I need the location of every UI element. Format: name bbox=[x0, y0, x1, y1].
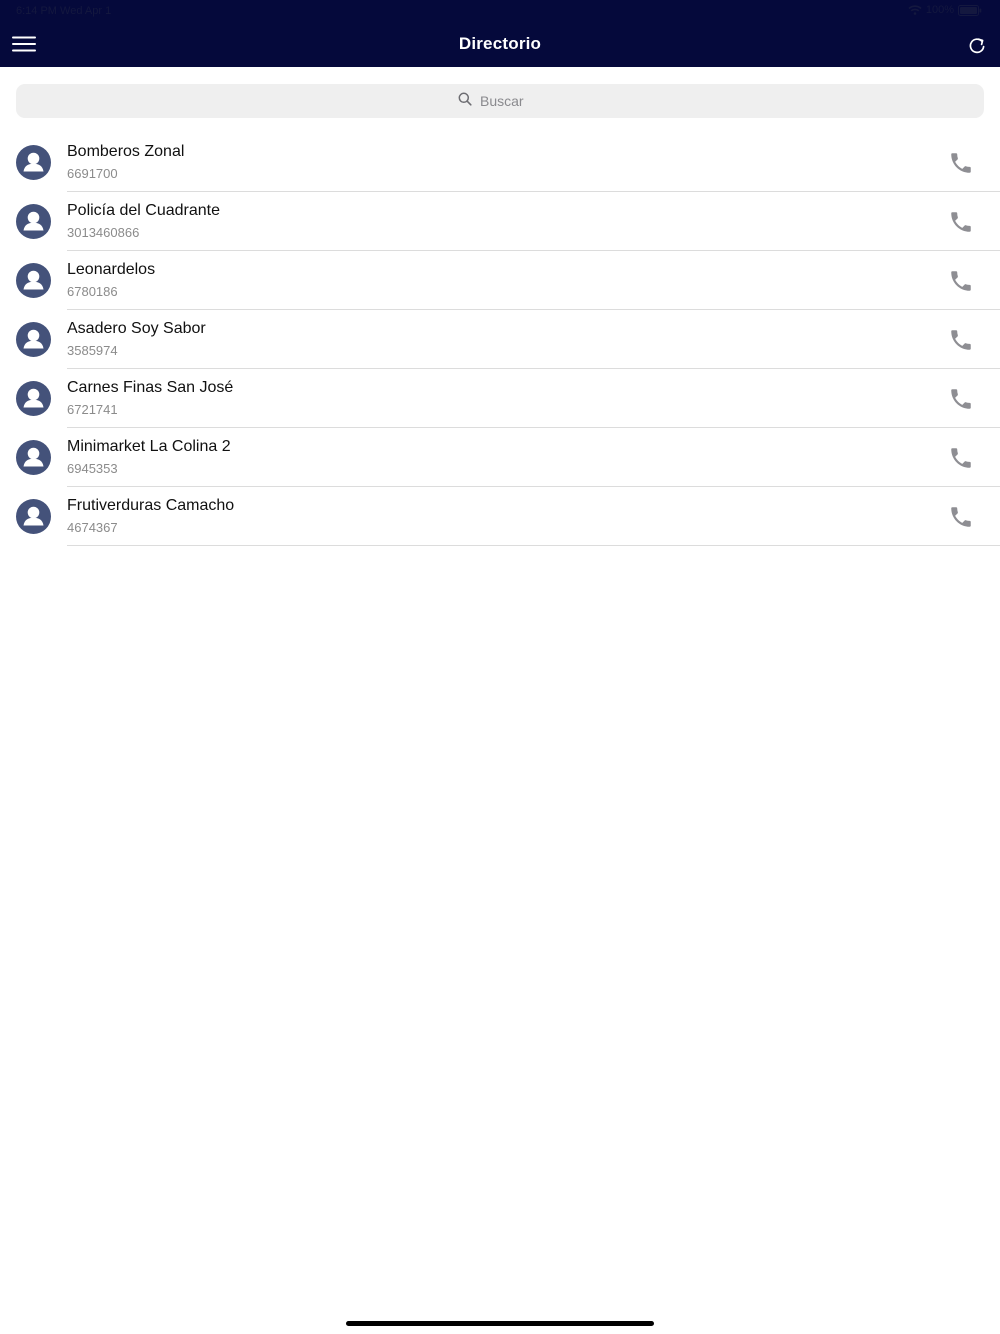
contact-name: Leonardelos bbox=[67, 261, 156, 278]
contact-row[interactable] bbox=[0, 192, 1000, 251]
contact-name: Bomberos Zonal bbox=[67, 143, 185, 160]
person-icon bbox=[16, 440, 51, 475]
person-icon bbox=[16, 381, 51, 416]
contact-row[interactable] bbox=[0, 251, 1000, 310]
phone-icon[interactable] bbox=[948, 150, 974, 176]
status-indicators bbox=[908, 4, 982, 16]
contact-phone: 3013460866 bbox=[67, 225, 140, 240]
page-title: Directorio bbox=[458, 34, 542, 53]
contact-phone: 6721741 bbox=[67, 402, 118, 417]
status-bar bbox=[0, 0, 1000, 22]
person-icon bbox=[16, 145, 51, 180]
contact-name: Asadero Soy Sabor bbox=[67, 320, 206, 337]
contact-phone: 3585974 bbox=[67, 343, 118, 358]
contact-phone: 6780186 bbox=[67, 284, 118, 299]
search-input[interactable] bbox=[478, 92, 542, 110]
person-icon bbox=[16, 204, 51, 239]
contact-phone: 6945353 bbox=[67, 461, 118, 476]
battery-icon bbox=[958, 5, 982, 16]
refresh-icon bbox=[968, 37, 986, 60]
search-icon bbox=[458, 92, 472, 111]
phone-icon[interactable] bbox=[948, 386, 974, 412]
contact-name: Minimarket La Colina 2 bbox=[67, 438, 231, 455]
home-indicator[interactable] bbox=[346, 1321, 654, 1326]
phone-icon[interactable] bbox=[948, 268, 974, 294]
battery-percentage: 100% bbox=[925, 4, 954, 16]
status-time: 6:14 PM Wed Apr 1 bbox=[16, 5, 112, 17]
navigation-bar bbox=[0, 22, 1000, 67]
contact-row[interactable] bbox=[0, 487, 1000, 546]
person-icon bbox=[16, 322, 51, 357]
contact-row[interactable] bbox=[0, 310, 1000, 369]
wifi-icon bbox=[908, 5, 922, 15]
app-header bbox=[0, 0, 1000, 67]
contact-phone: 4674367 bbox=[67, 520, 118, 535]
search-bar[interactable] bbox=[16, 84, 984, 118]
phone-icon[interactable] bbox=[948, 327, 974, 353]
contact-row[interactable] bbox=[0, 369, 1000, 428]
phone-icon[interactable] bbox=[948, 445, 974, 471]
contact-row[interactable] bbox=[0, 428, 1000, 487]
contact-phone: 6691700 bbox=[67, 166, 118, 181]
person-icon bbox=[16, 263, 51, 298]
phone-icon[interactable] bbox=[948, 504, 974, 530]
person-icon bbox=[16, 499, 51, 534]
contact-name: Policía del Cuadrante bbox=[67, 202, 220, 219]
refresh-button[interactable] bbox=[964, 35, 990, 61]
phone-icon[interactable] bbox=[948, 209, 974, 235]
contact-name: Carnes Finas San José bbox=[67, 379, 234, 396]
contact-list bbox=[0, 133, 1000, 546]
contact-row[interactable] bbox=[0, 133, 1000, 192]
contact-name: Frutiverduras Camacho bbox=[67, 497, 235, 514]
